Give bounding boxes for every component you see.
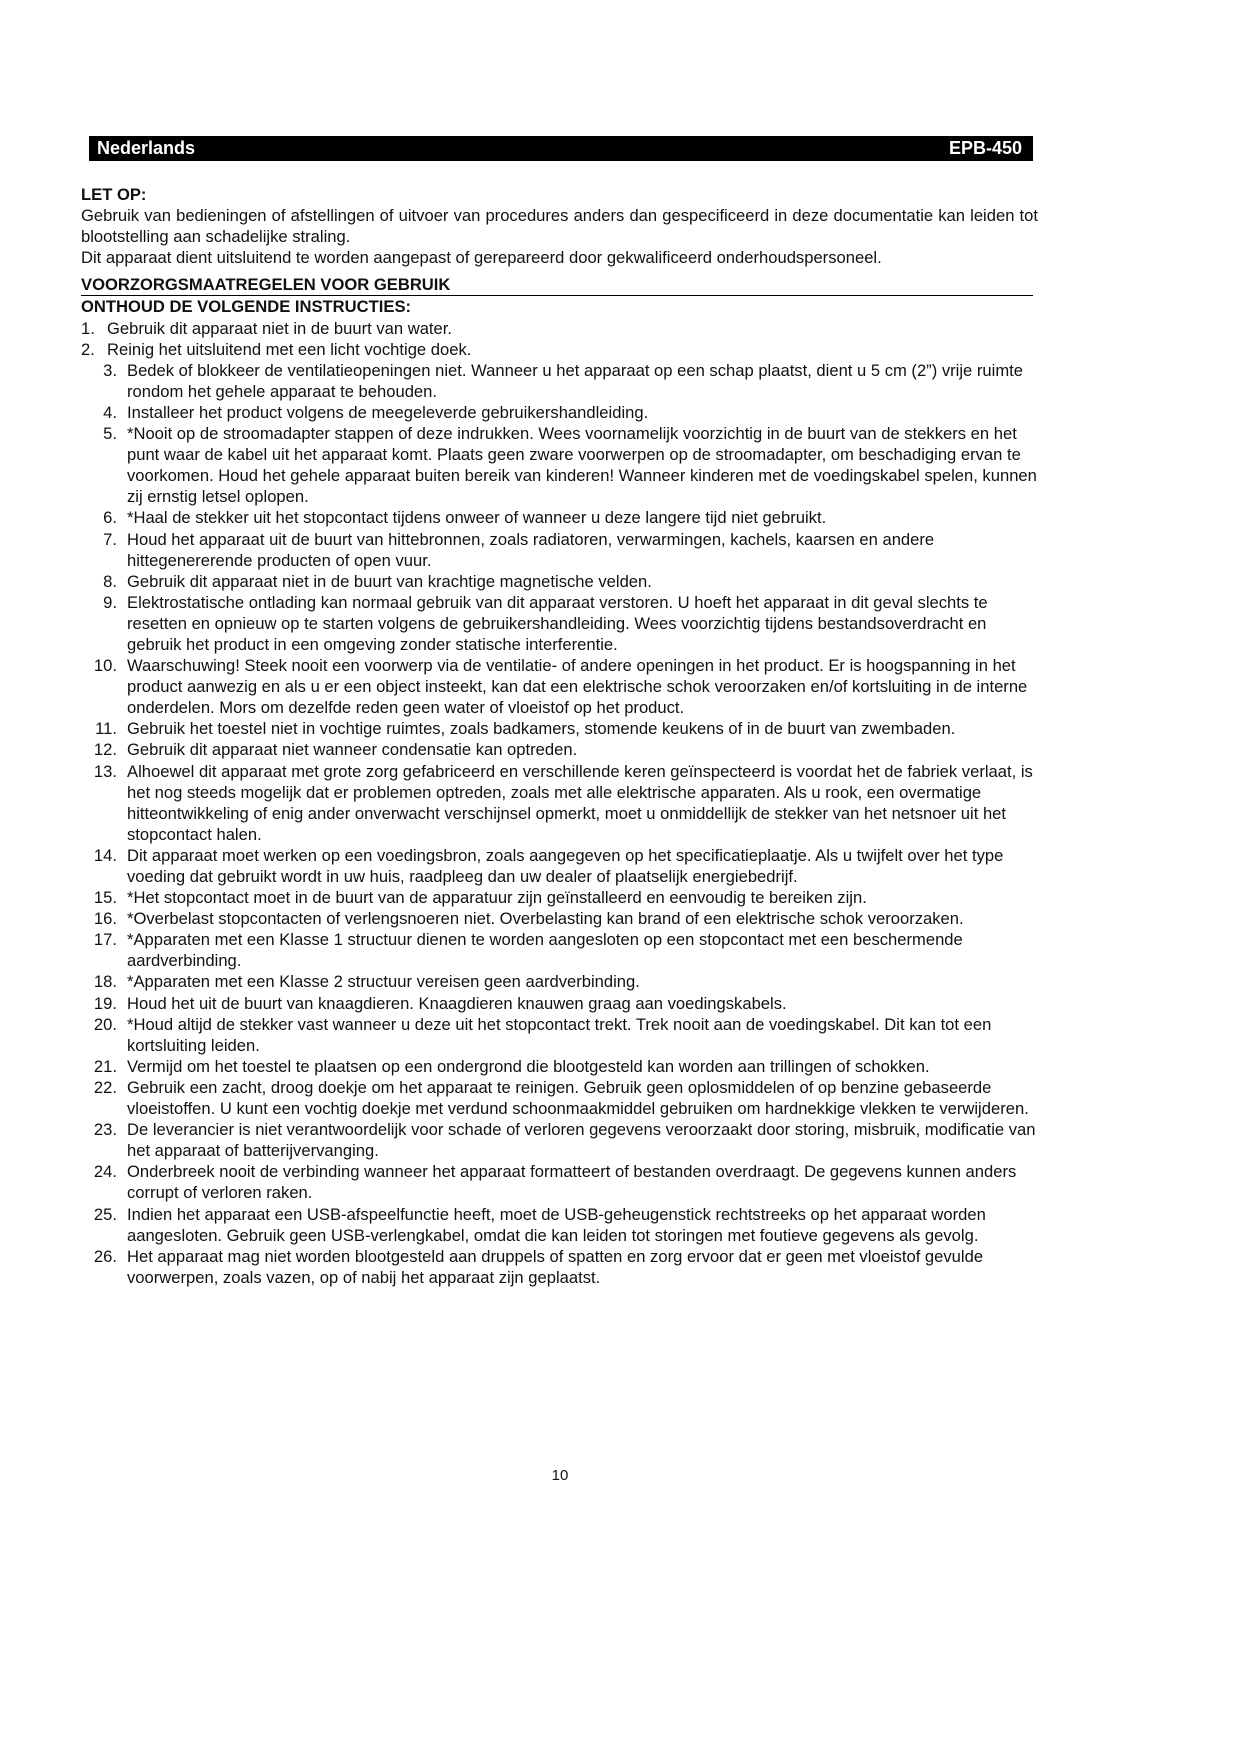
instruction-text: Houd het uit de buurt van knaagdieren. Knaagdieren knauwen graag aan voedingskabels. [127,993,787,1013]
model-label: EPB-450 [948,138,1022,158]
instruction-number: 11. [95,719,117,739]
instruction-number: 19. [93,993,117,1013]
instruction-number: 24. [93,1162,117,1182]
instruction-item [81,1204,1038,1246]
instruction-text: *Haal de stekker uit het stopcontact tijdens onweer of wanneer u deze langere tijd niet gebruikt. [127,508,827,528]
section-title: VOORZORGSMAATREGELEN VOOR GEBRUIK [81,275,451,295]
instruction-text: Waarschuwing! Steek nooit een voorwerp via de ventilatie- of andere openingen in het product. Er is hoogspanning in het product aanwezig en als u er een object insteekt, kan dat een elektrische schok veroorzaken en/of kortsluiting in de interne onderdelen. Mors om dezelfde reden geen water of vloeistof op het product. [127,656,1028,718]
instruction-text: Houd het apparaat uit de buurt van hittebronnen, zoals radiatoren, verwarmingen, kachels, kaarsen en andere hittegenererende producten of open vuur. [127,529,935,570]
instruction-text: Elektrostatische ontlading kan normaal gebruik van dit apparaat verstoren. U hoeft het apparaat in dit geval slechts te resetten en opnieuw op te starten volgens de gebruikershandleiding. Wees voorzichtig tijdens bestandsoverdracht en gebruik het product in een omgeving zonder statische interferentie. [127,592,988,654]
instruction-item [81,887,1038,908]
instruction-item [81,318,1038,339]
instruction-text: *Houd altijd de stekker vast wanneer u deze uit het stopcontact trekt. Trek nooit aan de voedingskabel. Dit kan tot een kortsluiting leiden. [127,1014,992,1055]
instruction-text: Gebruik dit apparaat niet in de buurt van krachtige magnetische velden. [127,571,652,591]
instruction-number: 14. [93,845,117,865]
instruction-text: Het apparaat mag niet worden blootgesteld aan druppels of spatten en zorg ervoor dat er geen met vloeistof gevulde voorwerpen, zoals vazen, op of nabij het apparaat zijn geplaatst. [127,1246,984,1287]
instruction-item [81,993,1038,1014]
instruction-number: 21. [93,1056,117,1076]
warning-text: Gebruik van bedieningen of afstellingen of uitvoer van procedures anders dan gespecificeerd in deze documentatie kan leiden tot blootstelling aan schadelijke straling. [81,206,1038,247]
instruction-item [81,1077,1038,1119]
instruction-item [81,1246,1038,1288]
instruction-item [81,1014,1038,1056]
page-number: 10 [551,1467,569,1484]
instruction-text: *Overbelast stopcontacten of verlengsnoeren niet. Overbelasting kan brand of een elektrische schok veroorzaken. [127,909,964,929]
instruction-number: 12. [93,740,117,760]
instruction-number: 23. [93,1120,117,1140]
instruction-number: 3. [103,360,117,380]
instruction-number: 25. [93,1204,117,1224]
instruction-item [81,739,1038,760]
instruction-text: Onderbreek nooit de verbinding wanneer het apparaat formatteert of bestanden overdraagt. De gegevens kunnen anders corrupt of verloren raken. [127,1162,1017,1203]
instruction-text: Gebruik dit apparaat niet in de buurt van water. [107,318,452,338]
instruction-item [81,402,1038,423]
instruction-number: 16. [93,909,117,929]
instruction-text: Installeer het product volgens de meegeleverde gebruikershandleiding. [127,402,649,422]
instruction-item [81,1161,1038,1203]
warning-title: LET OP: [81,185,147,204]
instruction-item [81,1056,1038,1077]
instruction-number: 5. [103,424,117,444]
instruction-number: 26. [93,1246,117,1266]
instruction-number: 4. [103,402,117,422]
instruction-text: Reinig het uitsluitend met een licht vochtige doek. [107,339,472,359]
instruction-number: 20. [93,1014,117,1034]
document-body [81,184,1038,1288]
instruction-text: Bedek of blokkeer de ventilatieopeningen niet. Wanneer u het apparaat op een schap plaatst, dient u 5 cm (2”) vrije ruimte rondom het gehele apparaat te behouden. [127,360,1023,401]
instruction-item [81,423,1038,507]
instruction-text: *Apparaten met een Klasse 1 structuur dienen te worden aangesloten op een stopcontact met een beschermende aardverbinding. [127,930,963,971]
instruction-text: Gebruik dit apparaat niet wanneer condensatie kan optreden. [127,740,578,760]
instruction-item [81,360,1038,402]
instruction-item [81,1119,1038,1161]
instruction-text: Vermijd om het toestel te plaatsen op een ondergrond die blootgesteld kan worden aan trillingen of schokken. [127,1056,930,1076]
instruction-number: 15. [93,888,117,908]
instruction-text: Dit apparaat moet werken op een voedingsbron, zoals aangegeven op het specificatieplaatje. Als u twijfelt over het type voeding dat gebruikt wordt in uw huis, raadpleeg dan uw dealer of plaatselijk energiebedrijf. [127,845,1004,886]
instruction-text: Indien het apparaat een USB-afspeelfunctie heeft, moet de USB-geheugenstick rechtstreeks op het apparaat worden aangesloten. Gebruik geen USB-verlengkabel, omdat die kan leiden tot storingen met foutieve gegevens als gevolg. [127,1204,986,1245]
instruction-number: 10. [93,656,117,676]
instruction-text: *Het stopcontact moet in de buurt van de apparatuur zijn geïnstalleerd en eenvoudig te bereiken zijn. [127,888,867,908]
instruction-text: Gebruik een zacht, droog doekje om het apparaat te reinigen. Gebruik geen oplosmiddelen of op benzine gebaseerde vloeistoffen. U kunt een vochtig doekje met verdund schoonmaakmiddel gebruiken om hardnekkige vlekken te verwijderen. [127,1077,1029,1119]
instruction-item [81,507,1038,528]
section-subtitle: ONTHOUD DE VOLGENDE INSTRUCTIES: [81,295,1033,317]
instruction-item [81,908,1038,929]
instruction-item [81,971,1038,992]
instruction-item [81,718,1038,739]
instruction-number: 7. [103,529,117,549]
instruction-item [81,529,1038,571]
instruction-item [81,761,1038,845]
instruction-number: 22. [93,1077,117,1097]
instruction-number: 13. [93,761,117,781]
instruction-item [81,655,1038,718]
instruction-item [81,592,1038,655]
instruction-item [81,845,1038,887]
page-header-bar [89,136,1033,161]
instruction-number: 8. [103,571,117,591]
instruction-text: *Nooit op de stroomadapter stappen of deze indrukken. Wees voornamelijk voorzichtig in de buurt van de stekkers en het punt waar de kabel uit het apparaat komt. Plaats geen zware voorwerpen op de stroomadapter, om beschadiging ervan te voorkomen. Houd het gehele apparaat buiten bereik van kinderen! Wanneer kinderen met de voedingskabel spelen, kunnen zij ernstig letsel oplopen. [127,424,1037,507]
instruction-number: 1. [81,318,95,338]
instruction-text: De leverancier is niet verantwoordelijk voor schade of verloren gegevens veroorzaakt door storing, misbruik, modificatie van het apparaat of batterijvervanging. [127,1120,1036,1161]
instruction-number: 6. [103,508,117,528]
instruction-number: 2. [81,339,95,359]
instruction-text: Alhoewel dit apparaat met grote zorg gefabriceerd en verschillende keren geïnspecteerd is voordat het de fabriek verlaat, is het nog steeds mogelijk dat er problemen optreden, zoals met alle elektrische apparaten. Als u rook, een overmatige hitteontwikkeling of enig ander onverwacht verschijnsel opmerkt, moet u onmiddellijk de stekker van het netsnoer uit het stopcontact halen. [127,761,1033,844]
instruction-number: 17. [93,930,117,950]
instruction-text: *Apparaten met een Klasse 2 structuur vereisen geen aardverbinding. [127,972,640,992]
instruction-item [81,571,1038,592]
instruction-item [81,339,1038,360]
instruction-item [81,929,1038,971]
warning-text-2: Dit apparaat dient uitsluitend te worden aangepast of gerepareerd door gekwalificeerd onderhoudspersoneel. [81,248,882,268]
language-label: Nederlands [97,138,196,158]
instruction-text: Gebruik het toestel niet in vochtige ruimtes, zoals badkamers, stomende keukens of in de buurt van zwembaden. [127,719,956,739]
instruction-number: 18. [93,972,117,992]
instruction-number: 9. [103,592,117,612]
instruction-list [81,318,1038,1288]
